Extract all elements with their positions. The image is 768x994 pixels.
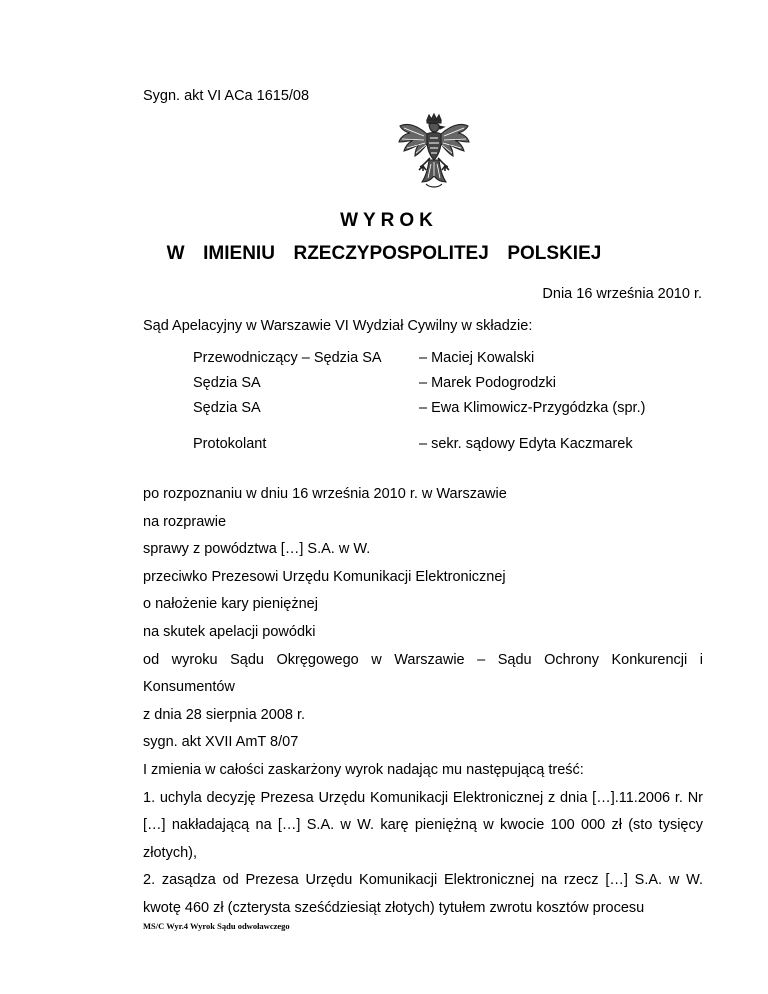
panel-name: – Marek Podogrodzki	[419, 375, 557, 391]
verdict-point-1: 1. uchyla decyzję Prezesa Urzędu Komunikacji Elektronicznej z dnia […].11.2006 r. Nr […] nakładającą na […] S.A. w W. karę pieniężną w kwocie 100 000 zł (sto tysięcy złotych),	[143, 789, 703, 861]
panel-role: Sędzia SA	[193, 400, 261, 416]
court-composition-intro: Sąd Apelacyjny w Warszawie VI Wydział Cywilny w składzie:	[143, 318, 533, 334]
verdict-date: Dnia 16 września 2010 r.	[542, 286, 702, 302]
verdict-title: WYROK	[340, 210, 438, 231]
body-line: z dnia 28 sierpnia 2008 r.	[143, 706, 306, 723]
verdict-body	[143, 481, 703, 923]
panel-name: – Maciej Kowalski	[419, 350, 535, 366]
form-footer: MS/C Wyr.4 Wyrok Sądu odwoławczego	[143, 921, 290, 931]
panel-role: Sędzia SA	[193, 375, 261, 391]
body-line: sprawy z powództwa […] S.A. w W.	[143, 541, 371, 558]
polish-eagle-emblem-icon	[396, 112, 472, 192]
body-line: od wyroku Sądu Okręgowego w Warszawie – Sądu Ochrony Konkurencji i Konsumentów	[143, 651, 703, 696]
panel-role: Przewodniczący – Sędzia SA	[193, 350, 382, 366]
body-line: przeciwko Prezesowi Urzędu Komunikacji Elektronicznej	[143, 568, 506, 585]
panel-name: – Ewa Klimowicz-Przygódzka (spr.)	[419, 400, 646, 416]
body-line: na skutek apelacji powódki	[143, 623, 316, 640]
body-line: o nałożenie kary pieniężnej	[143, 596, 318, 613]
body-line: po rozpoznaniu w dniu 16 września 2010 r. w Warszawie	[143, 486, 507, 502]
panel-row-judge-2	[193, 400, 693, 420]
panel-role: Protokolant	[193, 436, 267, 452]
body-line: sygn. akt XVII AmT 8/07	[143, 734, 299, 751]
case-signature: Sygn. akt VI ACa 1615/08	[143, 88, 310, 104]
panel-row-clerk	[193, 436, 693, 456]
panel-name: – sekr. sądowy Edyta Kaczmarek	[419, 436, 633, 452]
verdict-point-2: 2. zasądza od Prezesa Urzędu Komunikacji Elektronicznej na rzecz […] S.A. w W. kwotę 460 zł (czterysta sześćdziesiąt złotych) tytułem zwrotu kosztów procesu	[143, 872, 703, 916]
body-line: I zmienia w całości zaskarżony wyrok nadając mu następującą treść:	[143, 761, 584, 778]
body-line: na rozprawie	[143, 513, 227, 530]
republic-heading: W IMIENIU RZECZYPOSPOLITEJ POLSKIEJ	[166, 243, 602, 264]
panel-row-presiding	[193, 350, 693, 370]
panel-row-judge-1	[193, 375, 693, 395]
